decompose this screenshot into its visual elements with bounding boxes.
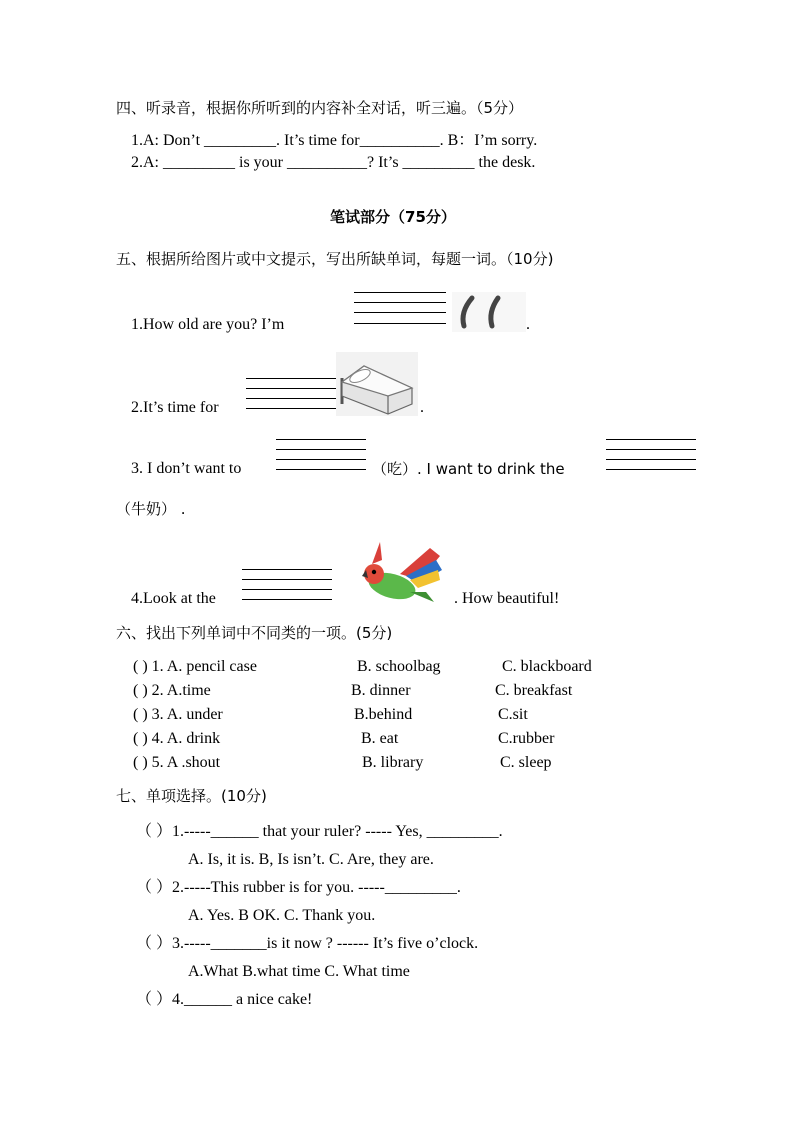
q5-3-text: 3. I don’t want to — [131, 460, 242, 477]
s7-q4: （ ）4.______ a nice cake! — [136, 991, 313, 1008]
s6-row-4-option-c: C.rubber — [498, 730, 555, 747]
q5-3-text-c: （牛奶） . — [116, 500, 186, 518]
s7-q2: （ ）2.-----This rubber is for you. -----_________. — [136, 879, 461, 896]
q5-4-text-b: . How beautiful! — [454, 590, 560, 607]
q5-2-writing-lines[interactable] — [246, 378, 336, 410]
s6-row-4-prefix: ( ) 4. A. drink — [133, 730, 221, 747]
s6-row-3-option-b: B.behind — [354, 706, 413, 723]
q5-3-writing-lines-b[interactable] — [606, 439, 696, 471]
section-4-line-2: 2.A: _________ is your __________? It’s _________ the desk. — [131, 154, 536, 171]
section-5-title: 五、根据所给图片或中文提示，写出所缺单词，每题一词。（10分) — [116, 250, 554, 268]
q5-2-text: 2.It’s time for — [131, 399, 219, 416]
section-4-line-1: 1.A: Don’t _________. It’s time for__________. B：I’m sorry. — [131, 132, 538, 149]
q5-3-text-b: （吃）. I want to drink the — [372, 460, 565, 478]
section-4-title: 四、听录音，根据你所听到的内容补全对话，听三遍。（5分） — [116, 99, 524, 117]
s6-row-5-prefix: ( ) 5. A .shout — [133, 754, 221, 771]
bird-image — [360, 540, 446, 606]
s6-row-3-option-c: C.sit — [498, 706, 528, 723]
written-part-title: 笔试部分（75分） — [330, 208, 456, 226]
s6-row-5-option-b: B. library — [362, 754, 424, 771]
s6-row-4-option-b: B. eat — [361, 730, 399, 747]
q5-1-writing-lines[interactable] — [354, 292, 446, 326]
s7-q2-options: A. Yes. B OK. C. Thank you. — [188, 907, 376, 924]
s6-row-1-option-b: B. schoolbag — [357, 658, 441, 675]
q5-1-period: . — [526, 316, 530, 333]
q5-1-text: 1.How old are you? I’m — [131, 316, 285, 333]
q5-4-writing-lines[interactable] — [242, 569, 332, 601]
s7-q3: （ ）3.-----_______is it now ? ------ It’s five o’clock. — [136, 935, 479, 952]
eleven-number-image — [452, 292, 526, 332]
s6-row-5-option-c: C. sleep — [500, 754, 552, 771]
s6-row-2-option-b: B. dinner — [351, 682, 411, 699]
s6-row-3-prefix: ( ) 3. A. under — [133, 706, 223, 723]
s6-row-2-prefix: ( ) 2. A.time — [133, 682, 211, 699]
s7-q1: （ ）1.-----______ that your ruler? ----- Yes, _________. — [136, 823, 503, 840]
s6-row-1-prefix: ( ) 1. A. pencil case — [133, 658, 257, 675]
section-6-title: 六、找出下列单词中不同类的一项。(5分) — [116, 624, 393, 642]
s7-q3-options: A.What B.what time C. What time — [188, 963, 410, 980]
q5-3-writing-lines-a[interactable] — [276, 439, 366, 471]
bed-image — [336, 352, 418, 416]
s6-row-1-option-c: C. blackboard — [502, 658, 592, 675]
section-7-title: 七、单项选择。(10分) — [116, 787, 267, 805]
s7-q1-options: A. Is, it is. B, Is isn’t. C. Are, they are. — [188, 851, 434, 868]
q5-4-text: 4.Look at the — [131, 590, 216, 607]
s6-row-2-option-c: C. breakfast — [495, 682, 573, 699]
q5-2-period: . — [420, 399, 424, 416]
